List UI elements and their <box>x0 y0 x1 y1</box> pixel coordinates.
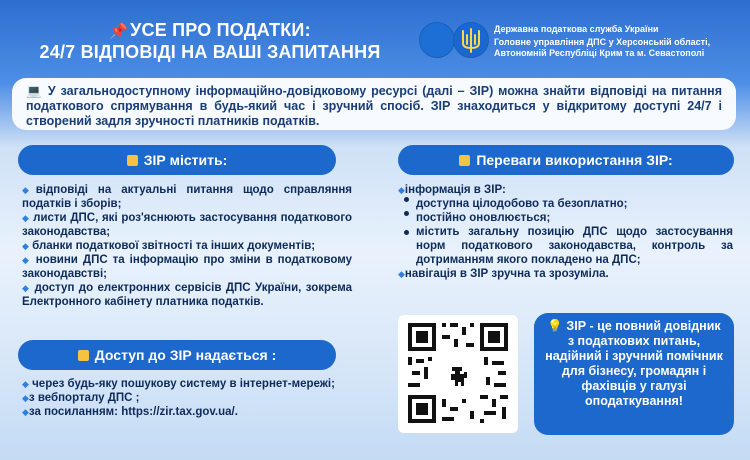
access-heading: Доступ до ЗІР надається : <box>18 340 336 370</box>
diamond-icon: ◆ <box>22 255 31 265</box>
sub-list-item: містить загальну позицію ДПС щодо застосування норм податкового законодавства, контроль за дотриманням якого покладено на ДПС; <box>398 225 733 267</box>
list-item: ◆ бланки податкової звітності та інших документів; <box>22 240 316 252</box>
trident-logo <box>453 22 489 58</box>
bullet-icon <box>404 211 409 216</box>
list-item: ◆ через будь-яку пошукову систему в інтернет-мережі; <box>22 378 335 390</box>
qr-code[interactable] <box>398 315 518 433</box>
trident-icon <box>460 27 482 53</box>
intro-panel <box>12 78 736 130</box>
sub-list-item: постійно оновлюється; <box>398 211 733 225</box>
diamond-icon: ◆ <box>22 213 30 223</box>
sub-list-item: доступна цілодобово та безоплатно; <box>398 197 733 211</box>
advantages-list <box>398 183 733 281</box>
diamond-icon: ◆ <box>22 379 29 389</box>
list-item: ◆за посиланням: https://zir.tax.gov.ua/. <box>22 406 238 418</box>
intro-text: У загальнодоступному інформаційно-довідковому ресурсі (далі – ЗІР) можна знайти відповіді на питання податкового спрямування в будь-який час і зручний спосіб. ЗІР знаходиться у відкритому доступі 24/7 і створений задля зручності платників податків. <box>26 84 722 128</box>
list-item: ◆ доступ до електронних сервісів ДПС України, зокрема Електронного кабінету платника податків. <box>22 282 352 308</box>
list-item: ◆відповіді на актуальні питання щодо справляння податків і зборів; <box>22 184 353 210</box>
diamond-icon: ◆ <box>22 407 29 417</box>
list-item: ◆з вебпорталу ДПС ; <box>22 392 140 404</box>
advantages-heading: Переваги використання ЗІР: <box>398 145 734 175</box>
lightbulb-icon: 💡 <box>547 319 563 333</box>
organization-name: Державна податкова служба України Головне управління ДПС у Херсонській області, Автономній Республіці Крим та м. Севастополі <box>494 24 711 58</box>
page-title: 📌 УСЕ ПРО ПОДАТКИ: 24/7 ВІДПОВІДІ НА ВАШІ ЗАПИТАННЯ <box>39 20 381 62</box>
bullet-icon <box>404 197 409 202</box>
contains-heading: ЗІР містить: <box>18 145 336 175</box>
summary-note: 💡 ЗІР - це повний довідник з податкових питань, надійний і зручний помічник для бізнесу, громадян і фахівців у галузі оподаткування! <box>534 313 734 435</box>
diamond-icon: ◆ <box>398 269 405 279</box>
diamond-icon: ◆ <box>22 241 29 251</box>
diamond-icon: ◆ <box>22 393 29 403</box>
qr-code-image <box>398 315 518 433</box>
diamond-icon: ◆ <box>398 185 405 195</box>
bullet-icon <box>404 230 409 235</box>
list-item: ◆навігація в ЗІР зручна та зрозуміла. <box>398 268 609 280</box>
access-list <box>22 377 354 419</box>
header <box>0 0 750 80</box>
contains-list <box>22 183 352 309</box>
diamond-icon: ◆ <box>22 185 36 195</box>
list-item: ◆інформація в ЗІР: <box>398 184 506 196</box>
list-item: ◆ новини ДПС та інформацію про зміни в податковому законодавстві; <box>22 254 352 280</box>
pushpin-icon: 📌 <box>109 23 129 40</box>
diamond-icon: ◆ <box>22 283 31 293</box>
laptop-icon: 💻 <box>26 84 43 98</box>
tax-service-logo <box>419 22 455 58</box>
logos <box>419 22 483 58</box>
list-item: ◆ листи ДПС, які роз'яснюють застосування податкового законодавства; <box>22 212 352 238</box>
square-icon <box>78 350 89 361</box>
square-icon <box>127 155 138 166</box>
square-icon <box>459 155 470 166</box>
